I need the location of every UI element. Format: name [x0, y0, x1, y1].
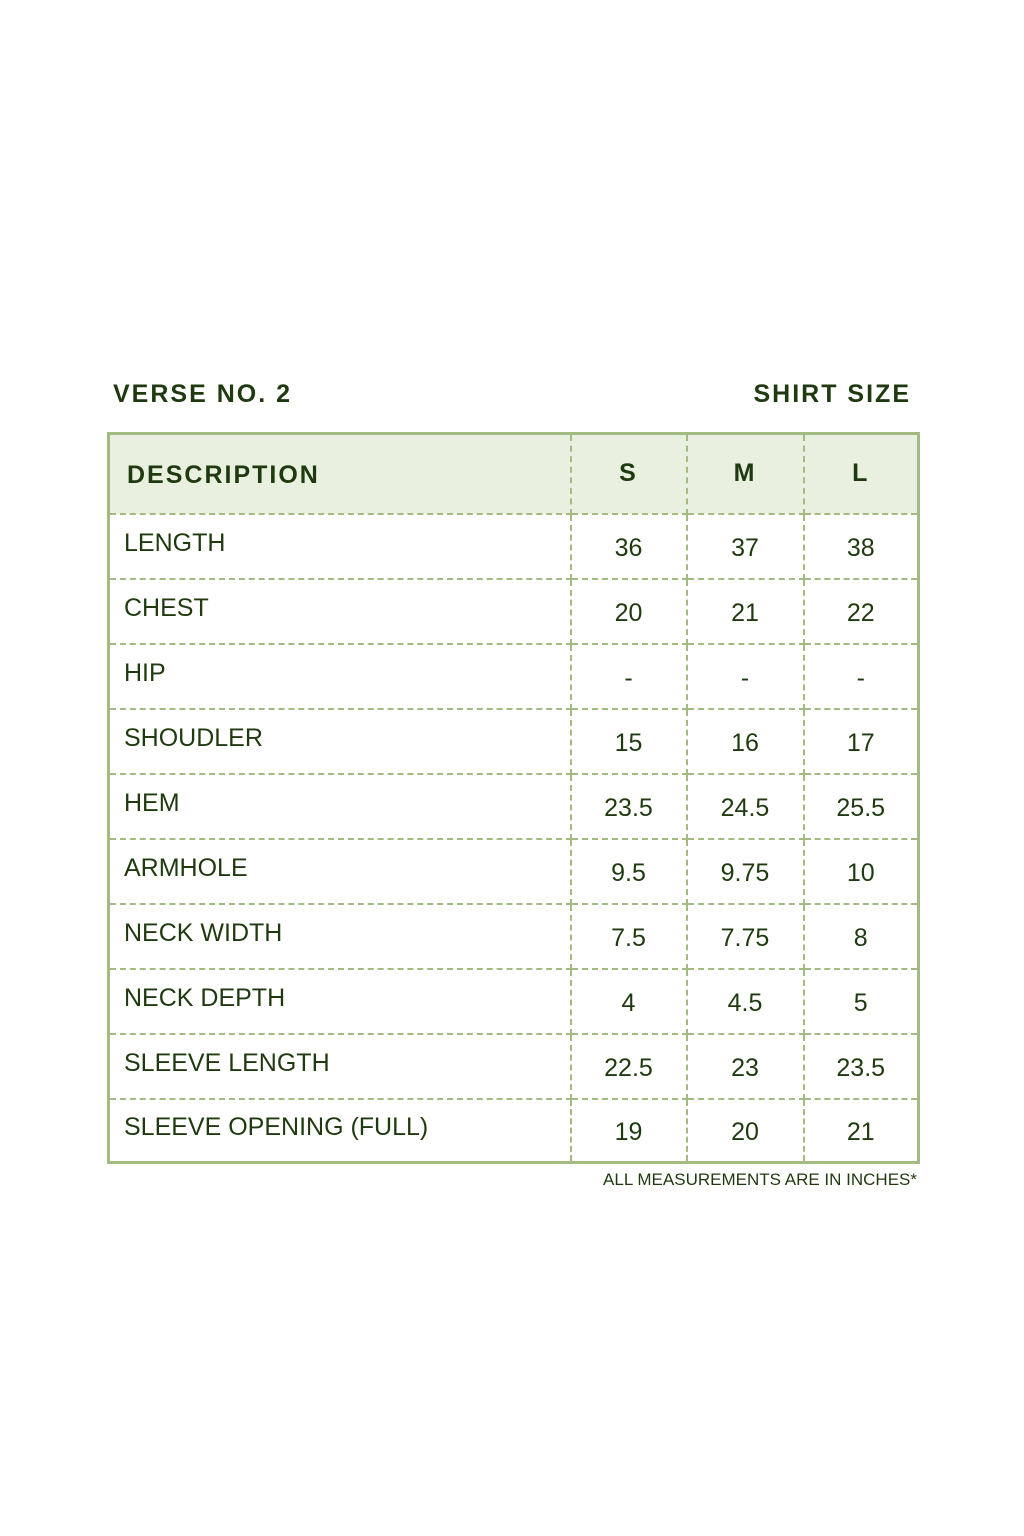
cell-s: 36 — [571, 514, 687, 579]
column-header-description: DESCRIPTION — [109, 434, 571, 514]
table-row — [109, 969, 919, 1034]
cell-m: 20 — [687, 1099, 804, 1163]
table-row — [109, 644, 919, 709]
cell-l: - — [804, 644, 919, 709]
cell-l: 21 — [804, 1099, 919, 1163]
cell-l: 23.5 — [804, 1034, 919, 1099]
row-label: HEM — [109, 774, 571, 839]
row-label: LENGTH — [109, 514, 571, 579]
table-header-row — [109, 434, 919, 514]
row-label: SHOUDLER — [109, 709, 571, 774]
cell-l: 8 — [804, 904, 919, 969]
cell-l: 38 — [804, 514, 919, 579]
table-row — [109, 709, 919, 774]
cell-s: 20 — [571, 579, 687, 644]
column-header-l: L — [804, 434, 919, 514]
cell-s: 22.5 — [571, 1034, 687, 1099]
table-row — [109, 1034, 919, 1099]
cell-l: 25.5 — [804, 774, 919, 839]
column-header-m: M — [687, 434, 804, 514]
cell-s: - — [571, 644, 687, 709]
cell-m: 21 — [687, 579, 804, 644]
cell-m: 9.75 — [687, 839, 804, 904]
cell-m: 37 — [687, 514, 804, 579]
size-chart-table — [107, 432, 920, 1164]
measurement-footnote: ALL MEASUREMENTS ARE IN INCHES* — [603, 1170, 917, 1189]
cell-s: 19 — [571, 1099, 687, 1163]
cell-m: 24.5 — [687, 774, 804, 839]
cell-s: 4 — [571, 969, 687, 1034]
cell-s: 9.5 — [571, 839, 687, 904]
cell-l: 17 — [804, 709, 919, 774]
cell-l: 10 — [804, 839, 919, 904]
row-label: ARMHOLE — [109, 839, 571, 904]
row-label: HIP — [109, 644, 571, 709]
row-label: CHEST — [109, 579, 571, 644]
table-row — [109, 839, 919, 904]
cell-m: - — [687, 644, 804, 709]
table-row — [109, 1099, 919, 1163]
row-label: SLEEVE LENGTH — [109, 1034, 571, 1099]
cell-s: 23.5 — [571, 774, 687, 839]
table-row — [109, 579, 919, 644]
cell-s: 7.5 — [571, 904, 687, 969]
cell-l: 22 — [804, 579, 919, 644]
row-label: NECK DEPTH — [109, 969, 571, 1034]
product-title: VERSE NO. 2 — [113, 380, 292, 408]
table-row — [109, 904, 919, 969]
cell-m: 4.5 — [687, 969, 804, 1034]
row-label: SLEEVE OPENING (FULL) — [109, 1099, 571, 1163]
row-label: NECK WIDTH — [109, 904, 571, 969]
table-row — [109, 774, 919, 839]
cell-m: 23 — [687, 1034, 804, 1099]
cell-m: 7.75 — [687, 904, 804, 969]
table-row — [109, 514, 919, 579]
column-header-s: S — [571, 434, 687, 514]
cell-s: 15 — [571, 709, 687, 774]
cell-m: 16 — [687, 709, 804, 774]
chart-title: SHIRT SIZE — [753, 380, 911, 408]
cell-l: 5 — [804, 969, 919, 1034]
